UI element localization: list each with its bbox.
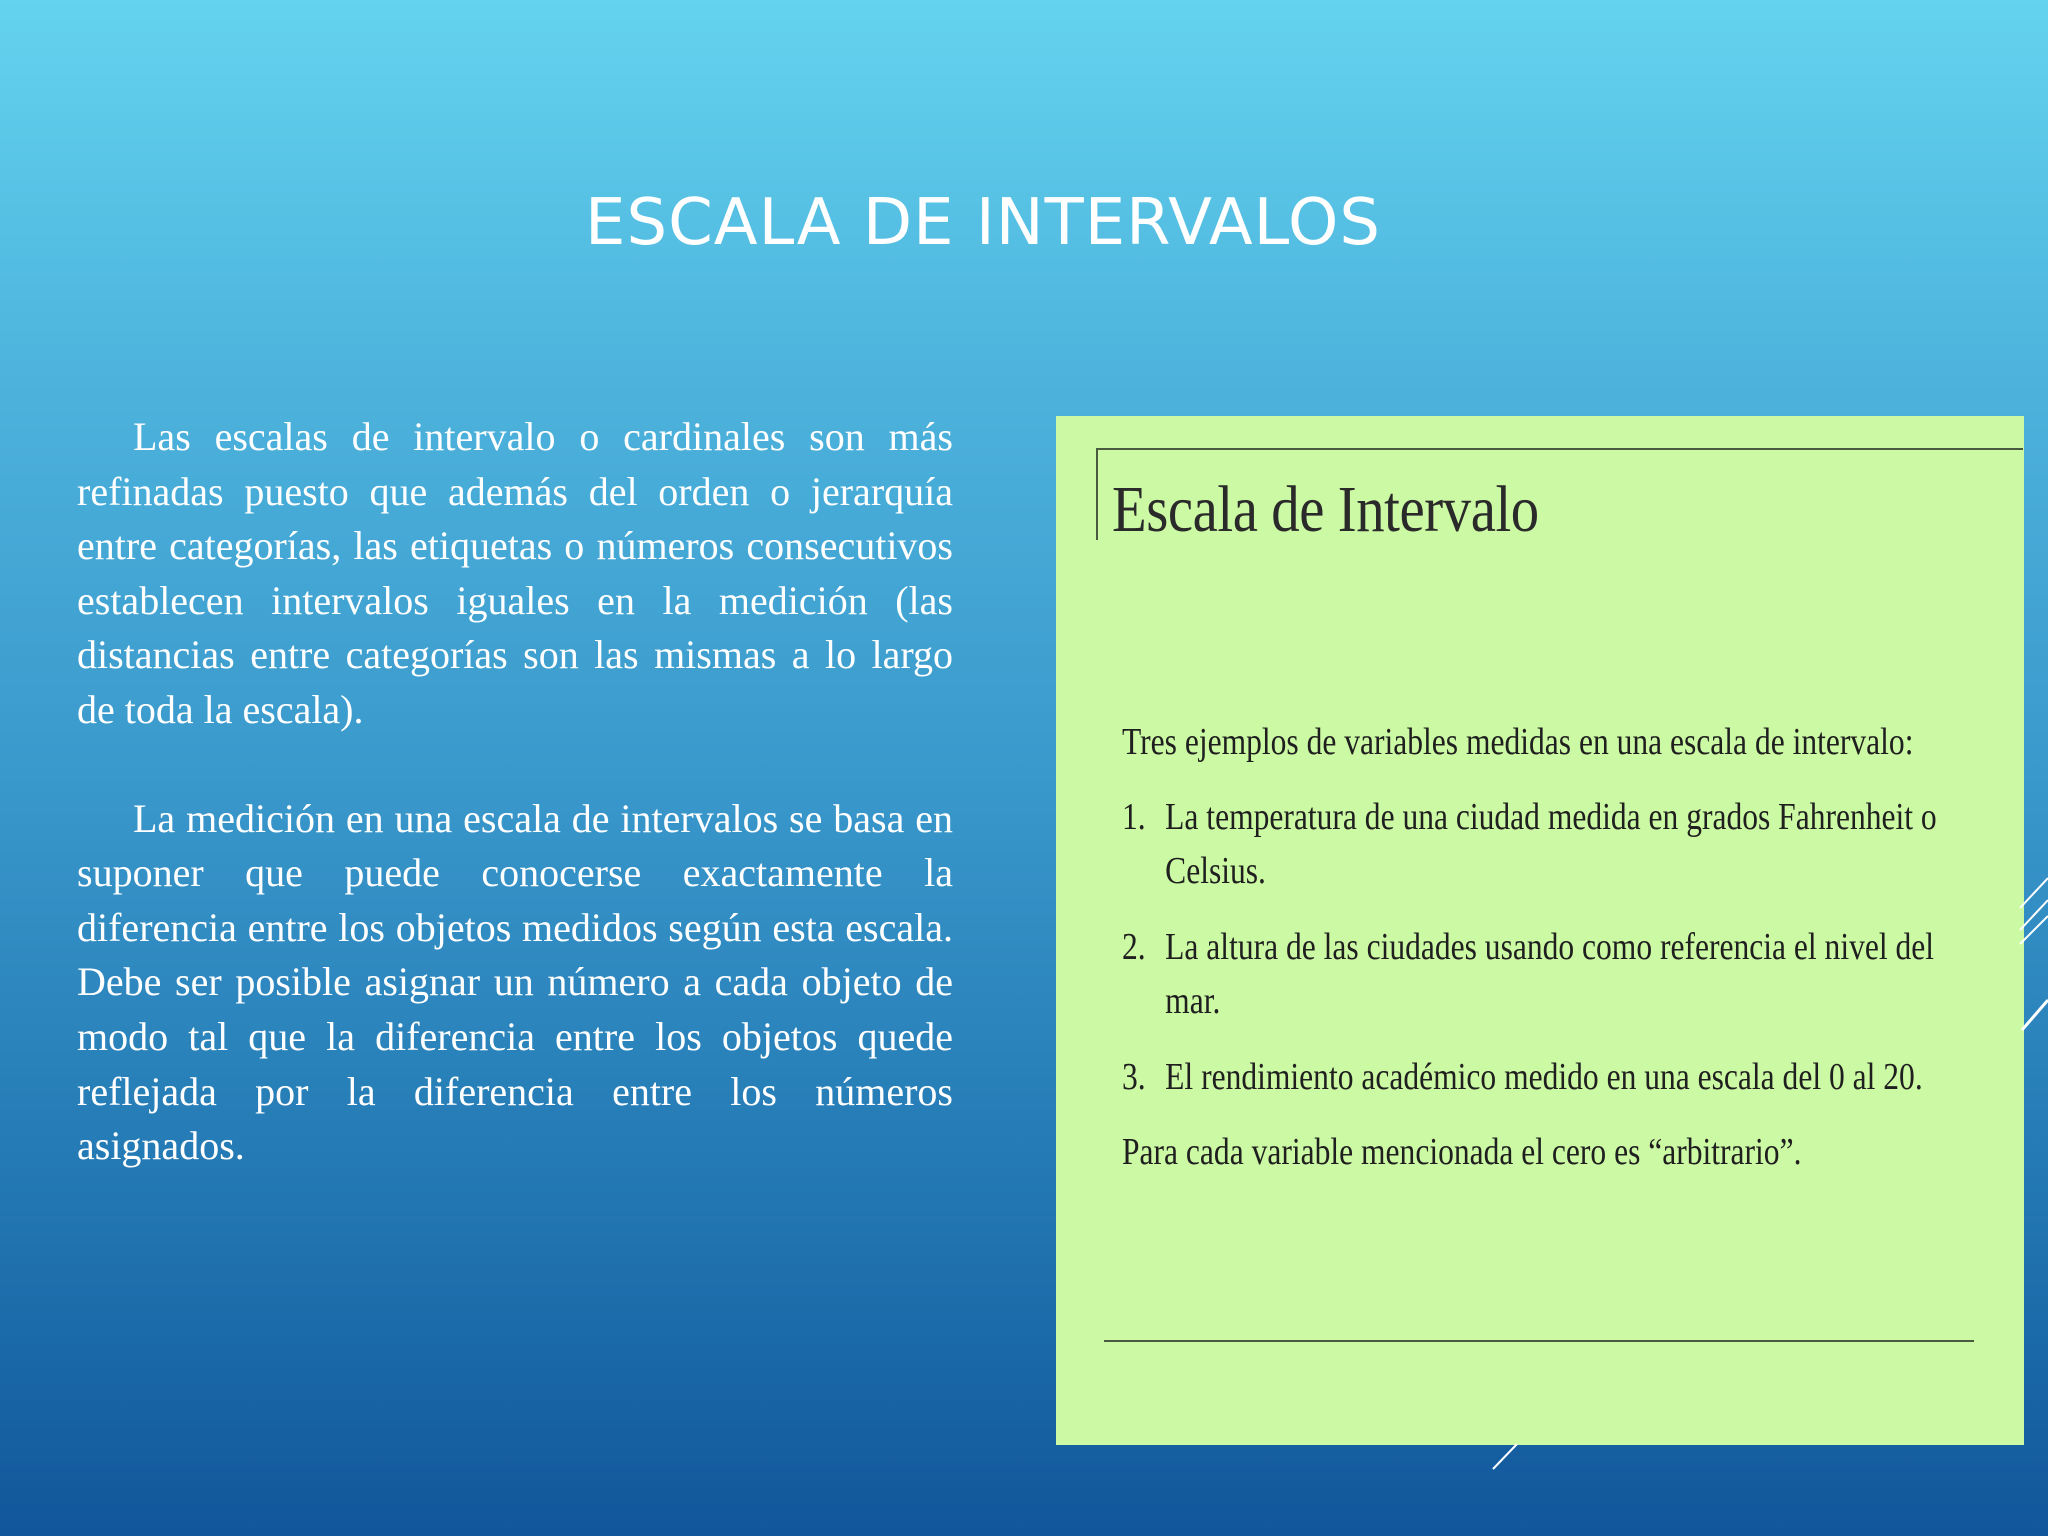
- panel-heading: Escala de Intervalo: [1112, 473, 1539, 546]
- body-text: [77, 410, 953, 1174]
- decorative-line: [2020, 878, 2048, 908]
- list-item: [1122, 1050, 1969, 1104]
- list-item-text: La altura de las ciudades usando como referencia el nivel del mar.: [1165, 926, 1935, 1022]
- example-list: [1122, 790, 1969, 1104]
- panel-note: Para cada variable mencionada el cero es “arbitrario”.: [1122, 1131, 1802, 1173]
- decorative-line: [1493, 1444, 1517, 1469]
- panel-bottom-rule: [1104, 1340, 1974, 1342]
- list-item-text: La temperatura de una ciudad medida en grados Fahrenheit o Celsius.: [1165, 796, 1937, 892]
- list-item-number: 1.: [1122, 796, 1146, 838]
- list-item-number: 2.: [1122, 926, 1146, 968]
- panel-top-rule: [1096, 448, 2023, 450]
- decorative-line: [2020, 916, 2048, 944]
- slide-title: ESCALA DE INTERVALOS: [585, 186, 1381, 260]
- list-item-number: 3.: [1122, 1056, 1146, 1098]
- panel-intro: Tres ejemplos de variables medidas en una escala de intervalo:: [1122, 721, 1914, 763]
- list-item: [1122, 920, 1969, 1028]
- body-paragraph-2: La medición en una escala de intervalos se basa en suponer que puede conocerse exactamente la diferencia entre los objetos medidos según esta escala. Debe ser posible asignar un número a cada objeto de modo tal que la diferencia entre los objetos quede reflejada por la diferencia entre los números asignados.: [77, 795, 953, 1169]
- decorative-line: [2020, 900, 2048, 930]
- list-item-text: El rendimiento académico medido en una escala del 0 al 20.: [1165, 1056, 1923, 1098]
- panel-left-rule: [1096, 448, 1098, 540]
- list-item: [1122, 790, 1969, 898]
- body-paragraph-1: Las escalas de intervalo o cardinales son más refinadas puesto que además del orden o jerarquía entre categorías, las etiquetas o números consecutivos establecen intervalos iguales en la medición (las distancias entre categorías son las mismas a lo largo de toda la escala).: [77, 414, 953, 732]
- panel-body: [1122, 716, 2022, 1178]
- example-image-panel: [1056, 416, 2024, 1445]
- decorative-line: [2022, 1000, 2048, 1030]
